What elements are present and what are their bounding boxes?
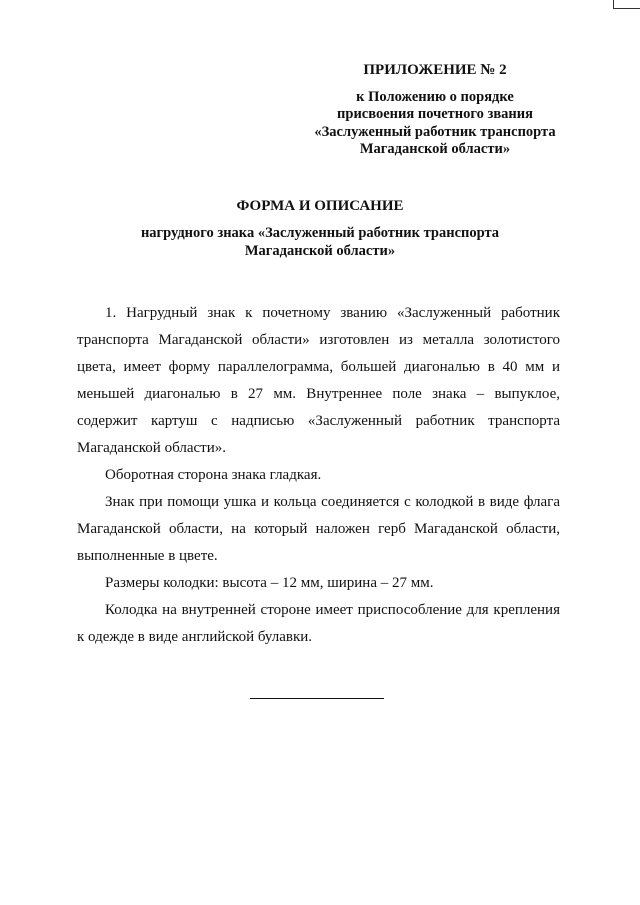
form-title: ФОРМА И ОПИСАНИЕ [236,198,404,214]
page-corner-mark [613,0,640,9]
end-divider [250,698,384,699]
paragraph-block-size: Размеры колодки: высота – 12 мм, ширина – 27 мм. [105,575,434,591]
paragraph-pin: Колодка на внутренней стороне имеет приспособление для крепления к одежде в виде английской булавки. [77,602,560,645]
form-subtitle-line: Магаданской области» [244,243,396,259]
appendix-line: Магаданской области» [359,141,511,157]
document-body [77,300,560,651]
appendix-header [300,62,570,159]
form-subtitle [60,224,580,260]
appendix-line: присвоения почетного звания [337,106,533,122]
paragraph-reverse-side: Оборотная сторона знака гладкая. [105,467,322,483]
paragraph-attachment: Знак при помощи ушка и кольца соединяется с колодкой в виде флага Магаданской области, на который наложен герб Магаданской области, выполненные в цвете. [77,494,560,564]
form-subtitle-line: нагрудного знака «Заслуженный работник транспорта [140,225,500,241]
appendix-line: «Заслуженный работник транспорта [314,123,556,140]
appendix-line: к Положению о порядке [356,88,514,105]
form-title-block [60,198,580,260]
appendix-title: ПРИЛОЖЕНИЕ № 2 [363,62,507,78]
paragraph-badge-description: 1. Нагрудный знак к почетному званию «Заслуженный работник транспорта Магаданской области» изготовлен из металла золотистого цвета, имеет форму параллелограмма, большей диагональю в 40 мм и меньшей диагональю в 27 мм. Внутреннее поле знака – выпуклое, содержит картуш с надписью «Заслуженный работник транспорта Магаданской области». [77,305,560,456]
